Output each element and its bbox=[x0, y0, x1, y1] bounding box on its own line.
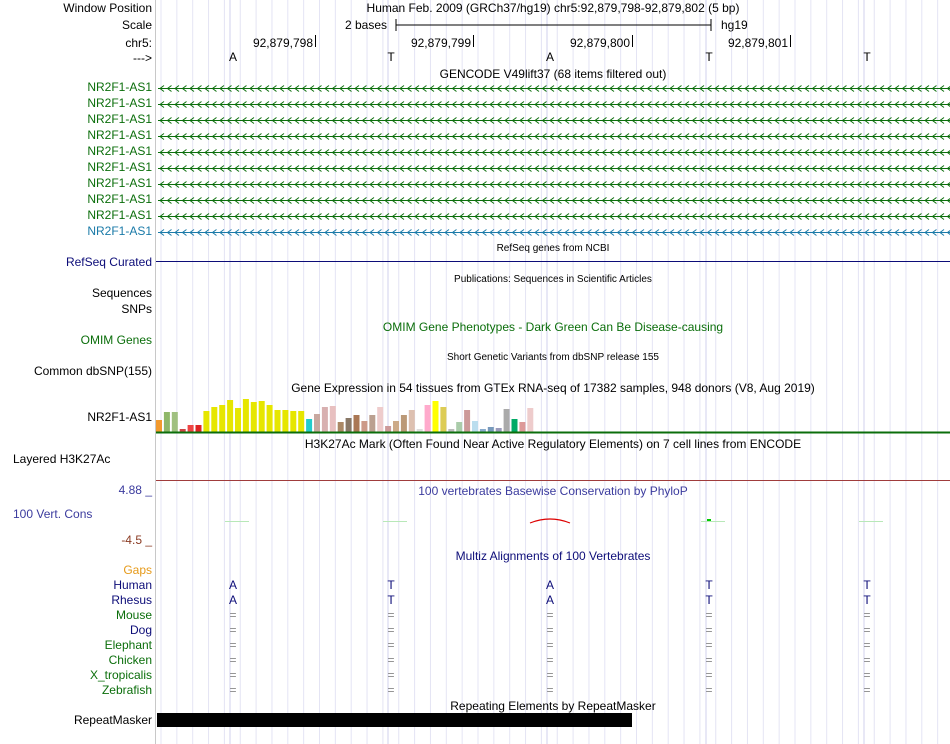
gtex-tissue-bar bbox=[298, 411, 304, 432]
gtex-tissue-bar bbox=[314, 414, 320, 432]
gtex-tissue-bar bbox=[504, 409, 510, 432]
gtex-bar-chart[interactable] bbox=[156, 395, 950, 435]
gtex-tissue-bar bbox=[227, 400, 233, 432]
gencode-transcript-label[interactable]: NR2F1-AS1 bbox=[87, 208, 152, 222]
multiz-base: = bbox=[229, 623, 237, 637]
gtex-tissue-bar bbox=[354, 415, 360, 432]
dbsnp-title[interactable]: Short Genetic Variants from dbSNP release 155 bbox=[447, 352, 659, 363]
gtex-tissue-bar bbox=[156, 420, 162, 432]
gtex-tissue-bar bbox=[203, 411, 209, 432]
gtex-tissue-bar bbox=[196, 425, 202, 432]
multiz-base: = bbox=[387, 653, 395, 667]
multiz-species-label[interactable]: X_tropicalis bbox=[89, 668, 152, 682]
gtex-tissue-bar bbox=[393, 421, 399, 432]
gtex-tissue-bar bbox=[385, 426, 391, 432]
multiz-base: = bbox=[229, 653, 237, 667]
multiz-base: = bbox=[863, 683, 871, 697]
ruler-tick bbox=[315, 35, 316, 47]
multiz-base: = bbox=[863, 623, 871, 637]
ruler-position-label: 92,879,798 bbox=[252, 36, 313, 50]
gencode-tracks[interactable] bbox=[156, 80, 950, 240]
scale-bar bbox=[395, 17, 715, 33]
gtex-tissue-bar bbox=[519, 422, 525, 432]
multiz-base: T bbox=[387, 593, 395, 607]
repeatmasker-label[interactable]: RepeatMasker bbox=[73, 713, 152, 727]
gtex-tissue-bar bbox=[267, 405, 273, 432]
multiz-species-label[interactable]: Zebrafish bbox=[101, 683, 152, 697]
gtex-tissue-bar bbox=[219, 405, 225, 432]
multiz-base: = bbox=[705, 623, 713, 637]
multiz-base: = bbox=[863, 653, 871, 667]
multiz-base: T bbox=[387, 578, 395, 592]
multiz-base: = bbox=[863, 638, 871, 652]
gtex-tissue-bar bbox=[338, 422, 344, 432]
gtex-tissue-bar bbox=[282, 410, 288, 432]
gtex-tissue-bar bbox=[164, 412, 170, 432]
multiz-base: = bbox=[546, 683, 554, 697]
multiz-base: = bbox=[705, 608, 713, 622]
ruler-base: T bbox=[705, 50, 713, 64]
multiz-base: T bbox=[705, 578, 713, 592]
gtex-tissue-bar bbox=[496, 428, 502, 432]
gtex-tissue-bar bbox=[512, 419, 518, 432]
gtex-tissue-bar bbox=[456, 422, 462, 432]
multiz-base: A bbox=[545, 593, 554, 607]
phylop-max-label: 4.88 _ bbox=[118, 483, 152, 497]
dbsnp-label[interactable]: Common dbSNP(155) bbox=[33, 364, 152, 378]
multiz-base: = bbox=[229, 668, 237, 682]
multiz-base: A bbox=[228, 593, 237, 607]
phylop-value-mark bbox=[530, 519, 570, 523]
gtex-tissue-bar bbox=[433, 401, 439, 432]
multiz-base: = bbox=[546, 638, 554, 652]
multiz-base: = bbox=[546, 608, 554, 622]
ruler-position-label: 92,879,801 bbox=[727, 36, 788, 50]
refseq-gene-line[interactable] bbox=[156, 261, 950, 262]
gtex-tissue-bar bbox=[425, 405, 431, 432]
multiz-base: = bbox=[387, 638, 395, 652]
ruler-base: T bbox=[387, 50, 395, 64]
publications-sequences-label[interactable]: Sequences bbox=[91, 286, 152, 300]
phylop-plot[interactable] bbox=[156, 498, 950, 544]
multiz-base: T bbox=[863, 578, 871, 592]
omim-label[interactable]: OMIM Genes bbox=[80, 333, 152, 347]
multiz-base: = bbox=[705, 668, 713, 682]
multiz-base: = bbox=[387, 683, 395, 697]
gtex-tissue-bar bbox=[172, 412, 178, 432]
gencode-transcript-label[interactable]: NR2F1-AS1 bbox=[87, 192, 152, 206]
ruler-base: A bbox=[228, 50, 237, 64]
gtex-tissue-bar bbox=[330, 406, 336, 432]
multiz-base: T bbox=[863, 593, 871, 607]
scale-label: Scale bbox=[121, 18, 152, 32]
ruler-tick bbox=[790, 35, 791, 47]
multiz-species-label[interactable]: Dog bbox=[129, 623, 152, 637]
multiz-base: = bbox=[387, 623, 395, 637]
publications-title[interactable]: Publications: Sequences in Scientific Articles bbox=[454, 274, 652, 285]
multiz-base: A bbox=[228, 578, 237, 592]
multiz-base: = bbox=[546, 623, 554, 637]
gencode-transcript-label[interactable]: NR2F1-AS1 bbox=[87, 128, 152, 142]
gtex-tissue-bar bbox=[472, 421, 478, 432]
multiz-base: = bbox=[705, 653, 713, 667]
window-position-label: Window Position bbox=[63, 1, 152, 15]
gencode-transcript-label[interactable]: NR2F1-AS1 bbox=[87, 176, 152, 190]
gtex-tissue-bar bbox=[464, 410, 470, 432]
multiz-species-label[interactable]: Chicken bbox=[108, 653, 152, 667]
multiz-species-label[interactable]: Mouse bbox=[115, 608, 152, 622]
multiz-title[interactable]: Multiz Alignments of 100 Vertebrates bbox=[455, 549, 651, 563]
multiz-base: = bbox=[387, 668, 395, 682]
gencode-transcript-label[interactable]: NR2F1-AS1 bbox=[87, 112, 152, 126]
repeatmasker-title[interactable]: Repeating Elements by RepeatMasker bbox=[450, 699, 656, 713]
scale-text: 2 bases bbox=[345, 18, 388, 32]
ruler-base: T bbox=[863, 50, 871, 64]
gencode-transcript-label[interactable]: NR2F1-AS1 bbox=[87, 80, 152, 94]
publications-snps-label[interactable]: SNPs bbox=[121, 302, 152, 316]
multiz-base: = bbox=[705, 638, 713, 652]
assembly-label: hg19 bbox=[721, 18, 748, 32]
ruler-position-label: 92,879,799 bbox=[410, 36, 471, 50]
ruler-position-label: 92,879,800 bbox=[569, 36, 630, 50]
refseq-title[interactable]: RefSeq genes from NCBI bbox=[496, 243, 610, 254]
gtex-tissue-bar bbox=[377, 407, 383, 432]
chrom-label: chr5: bbox=[125, 36, 152, 50]
ruler-tick bbox=[473, 35, 474, 47]
ruler-header[interactable]: Human Feb. 2009 (GRCh37/hg19) chr5:92,879,798-92,879,802 (5 bp) bbox=[366, 1, 740, 15]
gtex-tissue-bar bbox=[369, 415, 375, 432]
multiz-base: = bbox=[229, 608, 237, 622]
multiz-species-label[interactable]: Rhesus bbox=[111, 593, 152, 607]
refseq-label[interactable]: RefSeq Curated bbox=[65, 255, 152, 269]
multiz-base: = bbox=[229, 638, 237, 652]
ruler-base: A bbox=[545, 50, 554, 64]
multiz-species-label[interactable]: Human bbox=[113, 578, 152, 592]
ruler-tick bbox=[632, 35, 633, 47]
gtex-tissue-bar bbox=[290, 411, 296, 432]
phylop-title[interactable]: 100 vertebrates Basewise Conservation by PhyloP bbox=[418, 484, 688, 498]
multiz-species-label[interactable]: Elephant bbox=[104, 638, 152, 652]
gencode-transcript-label[interactable]: NR2F1-AS1 bbox=[87, 224, 152, 238]
gtex-title[interactable]: Gene Expression in 54 tissues from GTEx RNA-seq of 17382 samples, 948 donors (V8, Aug 2019) bbox=[291, 381, 815, 395]
gtex-tissue-bar bbox=[322, 407, 328, 432]
gencode-transcript-label[interactable]: NR2F1-AS1 bbox=[87, 96, 152, 110]
multiz-gaps-label[interactable]: Gaps bbox=[123, 563, 152, 577]
phylop-min-label: -4.5 _ bbox=[121, 533, 152, 547]
gtex-tissue-bar bbox=[259, 401, 265, 432]
repeatmasker-element[interactable] bbox=[157, 713, 632, 727]
gtex-tissue-bar bbox=[409, 410, 415, 432]
multiz-base: = bbox=[387, 608, 395, 622]
gtex-tissue-bar bbox=[211, 407, 217, 432]
gencode-title[interactable]: GENCODE V49lift37 (68 items filtered out) bbox=[439, 67, 667, 81]
gtex-tissue-bar bbox=[401, 415, 407, 432]
multiz-base: = bbox=[705, 683, 713, 697]
h3k27ac-signal-line[interactable] bbox=[156, 480, 950, 481]
gtex-tissue-bar bbox=[527, 408, 533, 432]
gencode-transcript-label[interactable]: NR2F1-AS1 bbox=[87, 144, 152, 158]
gtex-label[interactable]: NR2F1-AS1 bbox=[87, 410, 152, 424]
gtex-tissue-bar bbox=[306, 419, 312, 432]
h3k27ac-label[interactable]: Layered H3K27Ac bbox=[13, 452, 111, 466]
gtex-tissue-bar bbox=[488, 427, 494, 432]
h3k27ac-title[interactable]: H3K27Ac Mark (Often Found Near Active Regulatory Elements) on 7 cell lines from ENCODE bbox=[304, 437, 802, 451]
gtex-tissue-bar bbox=[361, 421, 367, 432]
multiz-base: = bbox=[546, 668, 554, 682]
multiz-base: T bbox=[705, 593, 713, 607]
strand-label: ---> bbox=[133, 51, 152, 65]
omim-title[interactable]: OMIM Gene Phenotypes - Dark Green Can Be Disease-causing bbox=[382, 320, 724, 334]
gtex-tissue-bar bbox=[243, 399, 249, 432]
multiz-base: = bbox=[546, 653, 554, 667]
gtex-tissue-bar bbox=[235, 408, 241, 432]
gtex-tissue-bar bbox=[188, 425, 194, 432]
phylop-label[interactable]: 100 Vert. Cons bbox=[13, 507, 93, 521]
multiz-base: A bbox=[545, 578, 554, 592]
gtex-tissue-bar bbox=[346, 418, 352, 432]
gtex-tissue-bar bbox=[275, 410, 281, 432]
multiz-base: = bbox=[863, 668, 871, 682]
multiz-base: = bbox=[229, 683, 237, 697]
gtex-tissue-bar bbox=[440, 407, 446, 432]
multiz-base: = bbox=[863, 608, 871, 622]
gtex-tissue-bar bbox=[251, 402, 257, 432]
gencode-transcript-label[interactable]: NR2F1-AS1 bbox=[87, 160, 152, 174]
